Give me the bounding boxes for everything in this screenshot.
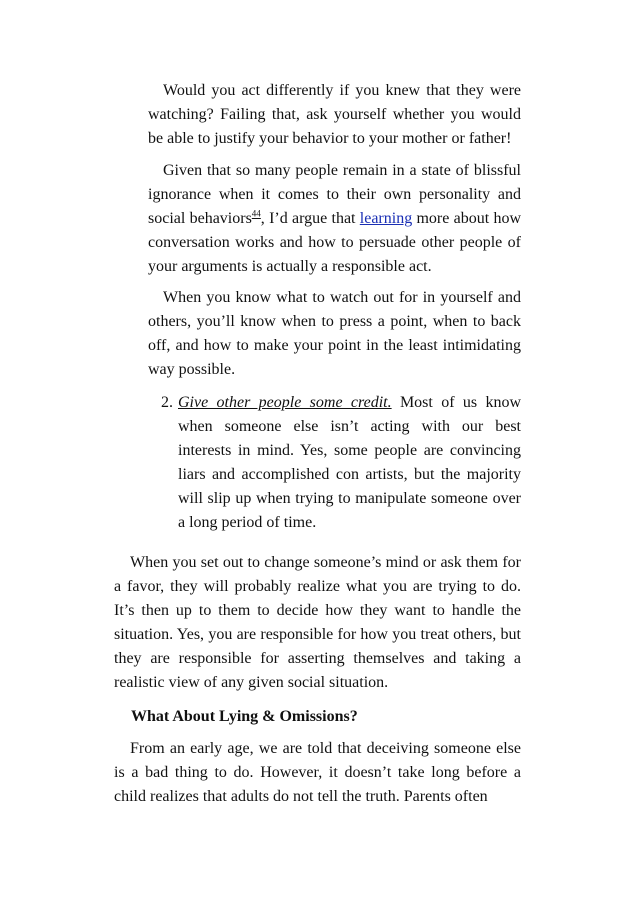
section-heading: What About Lying & Omissions? <box>131 708 358 725</box>
paragraph-change-mind: When you set out to change someone’s mind or ask them for a favor, they will probably realize what you are trying to do. It’s then up to them to decide how they want to handle the situation. Yes, you are responsible for how you treat others, but they are responsible for asserting themselves and taking a realistic view of any given social situation. <box>114 554 521 691</box>
paragraph-early-age: From an early age, we are told that deceiving someone else is a bad thing to do. However, it doesn’t take long before a child realizes that adults do not tell the truth. Parents often <box>114 740 521 805</box>
paragraph-text: , I’d argue that <box>260 210 360 227</box>
list-item-give-credit <box>161 391 521 535</box>
list-item-emphasis: Give other people some credit. <box>178 394 392 411</box>
list-number: 2. <box>161 394 173 411</box>
paragraph-watching: Would you act differently if you knew that they were watching? Failing that, ask yourself whether you would be able to justify your behavior to your mother or father! <box>148 82 521 147</box>
learning-link[interactable]: learning <box>359 210 413 227</box>
paragraph-blissful-ignorance <box>148 159 521 279</box>
list-item-text <box>178 391 521 535</box>
paragraph-text: Given that so many people remain in a state of blissful ignorance when it comes to their own personality and social behaviors <box>148 162 521 227</box>
list-item-body: Most of us know when someone else isn’t acting with our best interests in mind. Yes, some people are convincing liars and accomplished con artists, but the majority will slip up when trying to manipulate someone over a long period of time. <box>178 394 521 531</box>
paragraph-text: more about how conversation works and how to persuade other people of your arguments is actually a responsible act. <box>148 210 521 275</box>
footnote-reference[interactable]: 44 <box>251 208 261 219</box>
paragraph-watch-out: When you know what to watch out for in yourself and others, you’ll know when to press a point, when to back off, and how to make your point in the least intimidating way possible. <box>148 289 521 378</box>
